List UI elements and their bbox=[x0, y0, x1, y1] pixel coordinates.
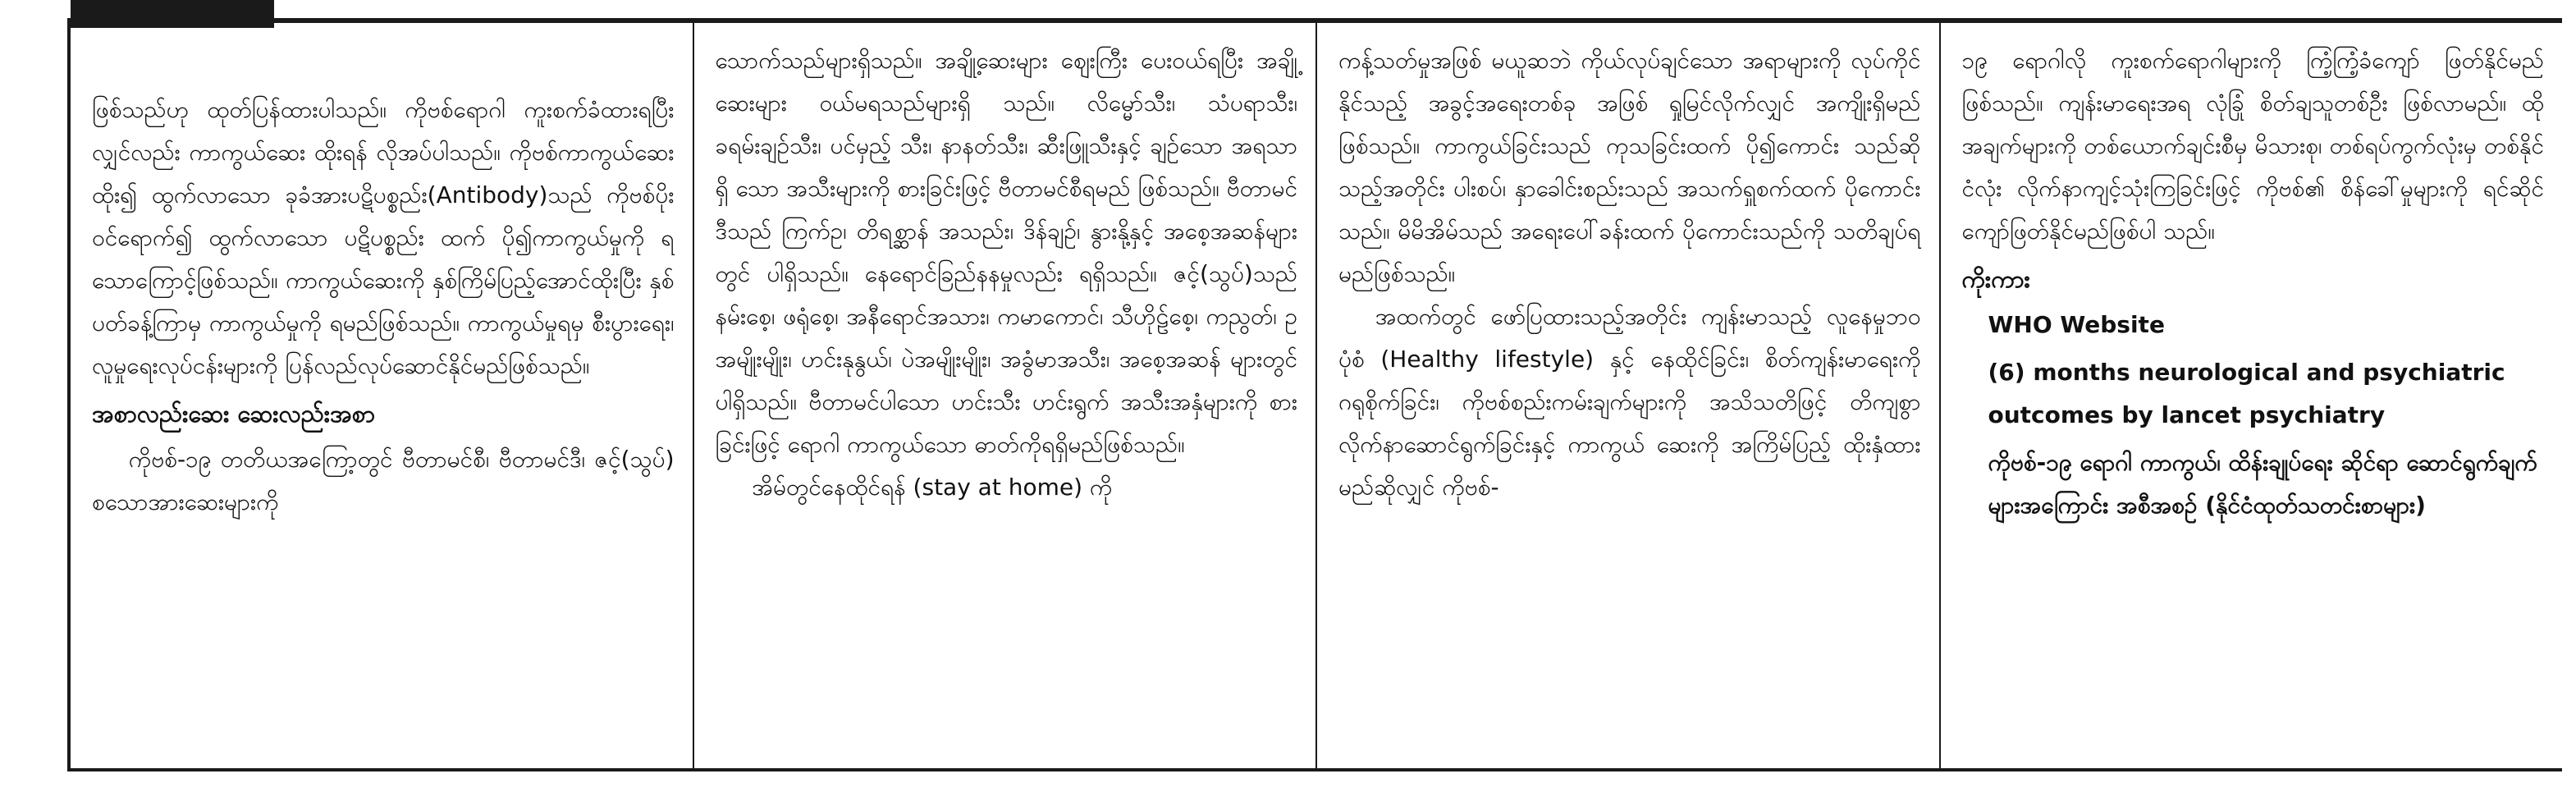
paragraph: အိမ်တွင်နေထိုင်ရန် (stay at home) ကို bbox=[752, 474, 1113, 501]
article-columns bbox=[71, 23, 2562, 768]
column-2 bbox=[693, 23, 1316, 768]
reference-item: WHO Website bbox=[1988, 311, 2165, 338]
paragraph: ၁၉ ရောဂါလို ကူးစက်ရောဂါများကို ကြံ့ကြံ့ခံကျော် ဖြတ်နိုင်မည်ဖြစ်သည်။ ကျန်းမာရေးအရ လုံခြုံ စိတ်ချသူတစ်ဦး ဖြစ်လာမည်။ ထိုအချက်များကို တစ်ယောက်ချင်းစီမှ မိသားစု၊ တစ်ရပ်ကွက်လုံးမှ တစ်နိုင်ငံလုံး လိုက်နာကျင့်သုံးကြခြင်းဖြင့် ကိုဗစ်၏ စိန်ခေါ်မှုများကို ရင်ဆိုင်ကျော်ဖြတ်နိုင်မည်ဖြစ်ပါ သည်။ bbox=[1961, 47, 2544, 245]
paragraph: ဖြစ်သည်ဟု ထုတ်ပြန်ထားပါသည်။ ကိုဗစ်ရောဂါ ကူးစက်ခံထားရပြီးလျှင်လည်း ကာကွယ်ဆေး ထိုးရန် လိုအပ်ပါသည်။ ကိုဗစ်ကာကွယ်ဆေးထိုး၍ ထွက်လာသော ခုခံအားပဋိပစ္စည်း(Antibody)သည် ကိုဗစ်ပိုးဝင်ရောက်၍ ထွက်လာသော ပဋိပစ္စည်း ထက် ပို၍ကာကွယ်မှုကို ရသောကြောင့်ဖြစ်သည်။ ကာကွယ်ဆေးကို နှစ်ကြိမ်ပြည့်အောင်ထိုးပြီး နှစ်ပတ်ခန့်ကြာမှ ကာကွယ်မှုကို ရမည်ဖြစ်သည်။ ကာကွယ်မှုရမှ စီးပွားရေး၊ လူမှုရေးလုပ်ငန်းများကို ပြန်လည်လုပ်ဆောင်နိုင်မည်ဖြစ်သည်။ bbox=[92, 96, 675, 379]
column-1 bbox=[71, 23, 693, 768]
paragraph: အထက်တွင် ဖော်ပြထားသည့်အတိုင်း ကျန်းမာသည့် လူနေမှုဘဝပုံစံ (Healthy lifestyle) နှင့် နေထိုင်ခြင်း၊ စိတ်ကျန်းမာရေးကို ဂရုစိုက်ခြင်း၊ ကိုဗစ်စည်းကမ်းချက်များကို အသိသတိဖြင့် တိကျစွာ လိုက်နာဆောင်ရွက်ခြင်းနှင့် ကာကွယ် ဆေးကို အကြိမ်ပြည့် ထိုးနှံထားမည်ဆိုလျှင် ကိုဗစ်- bbox=[1338, 303, 1921, 501]
paragraph: ကန့်သတ်မှုအဖြစ် မယူဆဘဲ ကိုယ်လုပ်ချင်သော အရာများကို လုပ်ကိုင်နိုင်သည့် အခွင့်အရေးတစ်ခု အဖြစ် ရှုမြင်လိုက်လျှင် အကျိုးရှိမည်ဖြစ်သည်။ ကာကွယ်ခြင်းသည် ကုသခြင်းထက် ပို၍ကောင်း သည်ဆိုသည့်အတိုင်း ပါးစပ်၊ နှာခေါင်းစည်းသည် အသက်ရှူစက်ထက် ပိုကောင်းသည်။ မိမိအိမ်သည် အရေးပေါ်ခန်းထက် ပိုကောင်းသည်ကို သတိချပ်ရ မည်ဖြစ်သည်။ bbox=[1338, 47, 1921, 287]
references-heading: ကိုးကား bbox=[1961, 265, 2030, 293]
article-page bbox=[67, 18, 2562, 771]
section-heading: အစာလည်းဆေး ဆေးလည်းအစာ bbox=[92, 400, 376, 428]
column-4 bbox=[1939, 23, 2563, 768]
reference-item: (6) months neurological and psychiatric outcomes by lancet psychiatry bbox=[1988, 359, 2505, 428]
column-3 bbox=[1315, 23, 1939, 768]
paragraph: သောက်သည်များရှိသည်။ အချို့ဆေးများ ဈေးကြီး ပေးဝယ်ရပြီး အချို့ဆေးများ ဝယ်မရသည်များရှိ သည်။ လိမ္မော်သီး၊ သံပရာသီး၊ ခရမ်းချဉ်သီး၊ ပင်မှည့် သီး၊ နာနတ်သီး၊ ဆီးဖြူသီးနှင့် ချဉ်သော အရသာရှိ သော အသီးများကို စားခြင်းဖြင့် ဗီတာမင်စီရမည် ဖြစ်သည်။ ဗီတာမင်ဒီသည် ကြက်ဥ၊ တိရစ္ဆာန် အသည်း၊ ဒိန်ချဉ်၊ နွားနို့နှင့် အစေ့အဆန်များတွင် ပါရှိသည်။ နေရောင်ခြည်နနမှုလည်း ရရှိသည်။ ဇင့်(သွပ်)သည် နမ်းစေ့၊ ဖရုံစေ့၊ အနီရောင်အသား၊ ကမာကောင်၊ သီဟိုဠ်စေ့၊ ကညွတ်၊ ဥအမျိုးမျိုး၊ ဟင်းနုနွယ်၊ ပဲအမျိုးမျိုး၊ အခွံမာအသီး၊ အစေ့အဆန် များတွင် ပါရှိသည်။ ဗီတာမင်ပါသော ဟင်းသီး ဟင်းရွက် အသီးအနှံများကို စားခြင်းဖြင့် ရောဂါ ကာကွယ်သော ဓာတ်ကိုရရှိမည်ဖြစ်သည်။ bbox=[715, 47, 1297, 458]
paragraph: ကိုဗစ်-၁၉ တတိယအကြော့တွင် ဗီတာမင်စီ၊ ဗီတာမင်ဒီ၊ ဇင့်(သွပ်) စသောအားဆေးများကို bbox=[92, 446, 675, 515]
reference-item: ကိုဗစ်-၁၉ ရောဂါ ကာကွယ်၊ ထိန်းချုပ်ရေး ဆိုင်ရာ ဆောင်ရွက်ချက်များအကြောင်း အစီအစဉ် (နိုင်ငံထုတ်သတင်းစာများ) bbox=[1988, 449, 2537, 519]
